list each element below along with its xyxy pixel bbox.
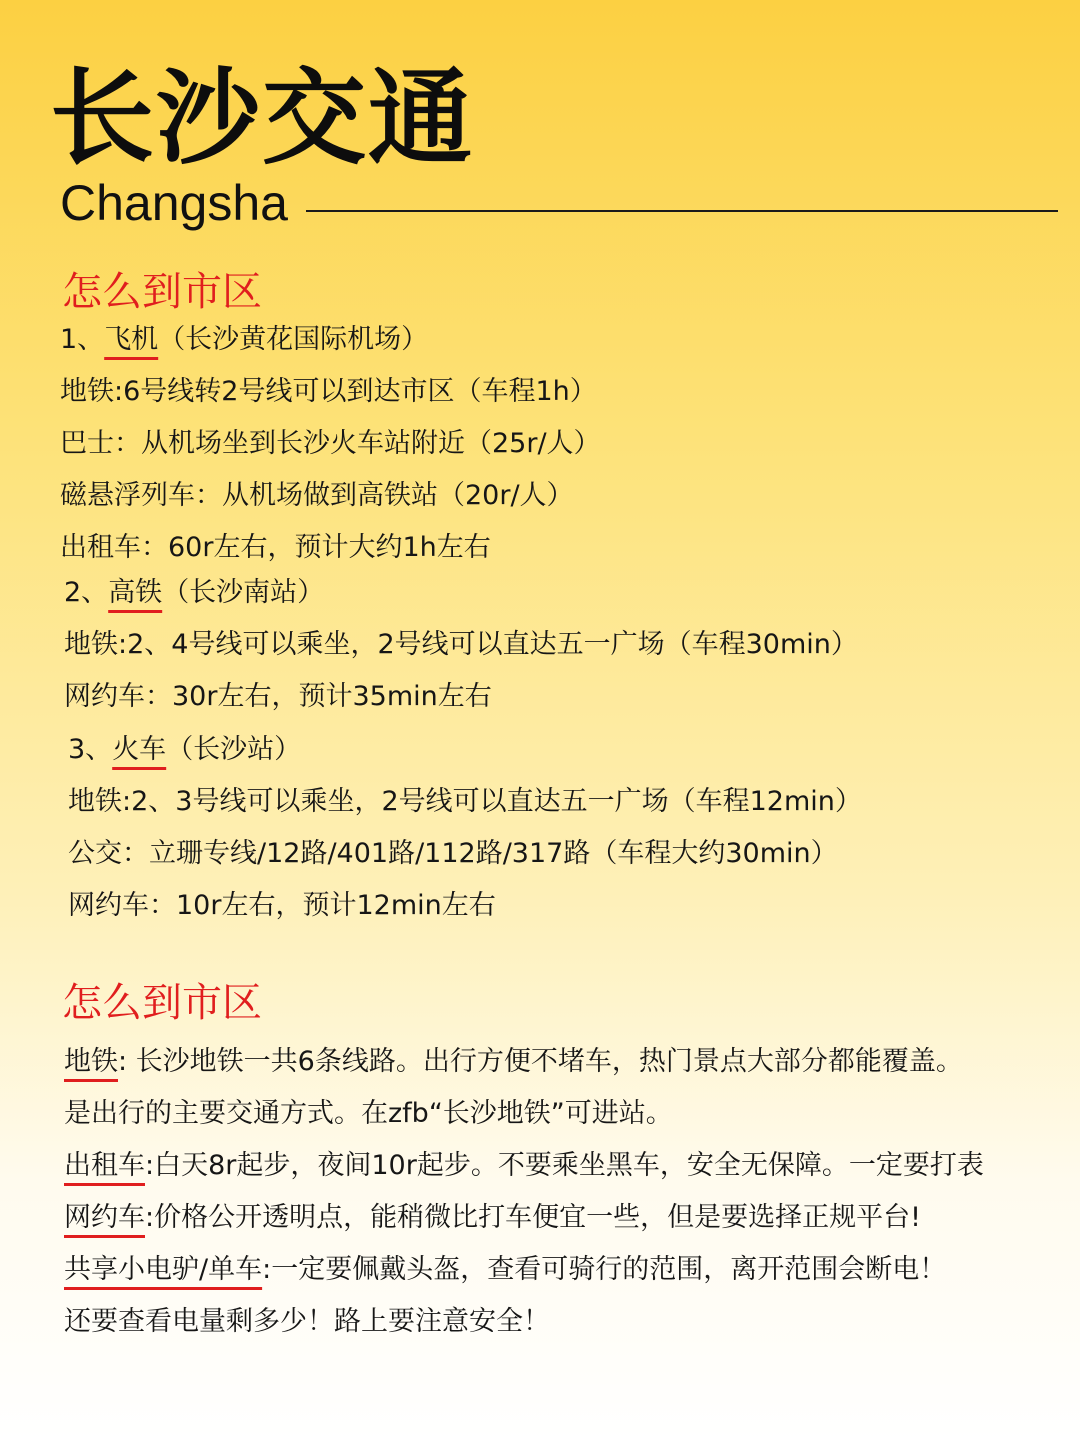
info-line: 磁悬浮列车：从机场做到高铁站（20r/人）	[60, 480, 574, 511]
tip-text: :一定要佩戴头盔，查看可骑行的范围，离开范围会断电！	[262, 1254, 947, 1285]
tip-line-subway	[64, 1046, 963, 1078]
mode-label-highspeed-rail: 高铁	[108, 577, 163, 608]
info-line: 网约车：10r左右，预计12min左右	[68, 890, 496, 921]
info-line: 地铁:6号线转2号线可以到达市区（车程1h）	[60, 376, 597, 407]
group-number: 1、	[60, 324, 105, 355]
page-title: 长沙交通	[50, 57, 475, 179]
info-line: 地铁:2、4号线可以乘坐，2号线可以直达五一广场（车程30min）	[64, 629, 858, 660]
tip-label-subway: 地铁	[64, 1046, 118, 1077]
tip-line-taxi	[64, 1150, 984, 1182]
tip-text: : 长沙地铁一共6条线路。出行方便不堵车，热门景点大部分都能覆盖。	[118, 1046, 963, 1077]
section-heading-2: 怎么到市区	[62, 980, 262, 1026]
page-subtitle: Changsha	[60, 175, 288, 231]
group-detail: （长沙南站）	[162, 577, 325, 608]
tip-label-shared-bike: 共享小电驴/单车	[64, 1254, 263, 1285]
info-line: 巴士：从机场坐到长沙火车站附近（25r/人）	[60, 428, 601, 459]
tip-line-ride-hailing	[64, 1202, 921, 1234]
info-line: 网约车：30r左右，预计35min左右	[64, 681, 492, 712]
title-divider	[306, 210, 1058, 212]
info-line: 出租车：60r左右，预计大约1h左右	[60, 532, 491, 563]
tip-label-ride-hailing: 网约车	[64, 1202, 145, 1233]
group-detail: （长沙黄花国际机场）	[158, 324, 429, 355]
tip-line: 还要查看电量剩多少！路上要注意安全！	[64, 1306, 550, 1337]
group-detail: （长沙站）	[166, 734, 302, 765]
info-line: 地铁:2、3号线可以乘坐，2号线可以直达五一广场（车程12min）	[68, 786, 862, 817]
mode-label-train: 火车	[112, 734, 167, 765]
tip-line-shared-bike	[64, 1254, 946, 1286]
group-number: 3、	[68, 734, 113, 765]
section-heading-1: 怎么到市区	[62, 269, 262, 315]
mode-label-plane: 飞机	[104, 324, 159, 355]
tip-text: :价格公开透明点，能稍微比打车便宜一些，但是要选择正规平台!	[145, 1202, 921, 1233]
tip-label-taxi: 出租车	[64, 1150, 145, 1181]
tip-line: 是出行的主要交通方式。在zfb“长沙地铁”可进站。	[64, 1098, 673, 1129]
group-heading-plane	[60, 324, 428, 356]
group-number: 2、	[64, 577, 109, 608]
tip-text: :白天8r起步，夜间10r起步。不要乘坐黑车，安全无保障。一定要打表	[145, 1150, 984, 1181]
info-line: 公交：立珊专线/12路/401路/112路/317路（车程大约30min）	[68, 838, 838, 869]
group-heading-train	[68, 734, 301, 766]
group-heading-highspeed-rail	[64, 577, 324, 609]
